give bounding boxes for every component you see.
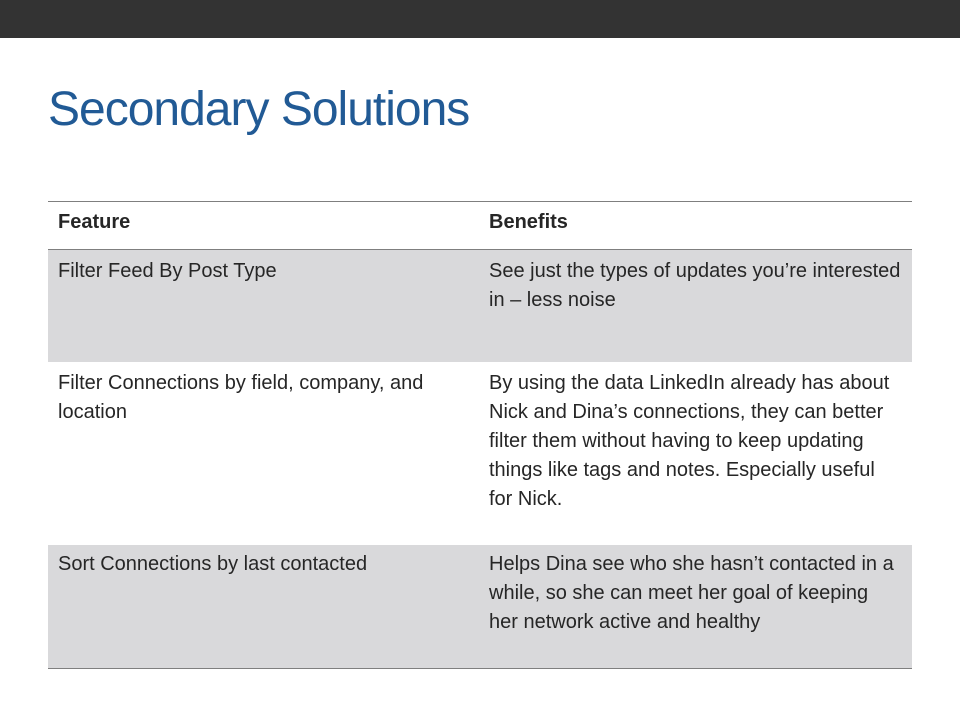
top-bar: [0, 0, 960, 38]
benefits-cell: By using the data LinkedIn already has about Nick and Dina’s connections, they can better filter them without having to keep updating things like tags and notes. Especially useful for Nick.: [489, 371, 890, 510]
feature-cell: Sort Connections by last contacted: [48, 545, 479, 669]
benefits-cell: Helps Dina see who she hasn’t contacted in a while, so she can meet her goal of keeping her network active and healthy: [479, 545, 912, 669]
feature-cell: Filter Connections by field, company, and location: [58, 371, 424, 423]
header-feature: Feature: [48, 202, 479, 250]
benefits-cell: See just the types of updates you’re interested in – less noise: [479, 250, 912, 362]
table-row: [48, 362, 912, 545]
header-benefits: Benefits: [479, 202, 912, 250]
feature-cell: Filter Feed By Post Type: [48, 250, 479, 362]
table-row: [48, 250, 912, 362]
table-row: [48, 545, 912, 669]
table-header-row: [48, 202, 912, 250]
slide-title: Secondary Solutions: [48, 83, 470, 136]
features-table: [48, 201, 912, 669]
